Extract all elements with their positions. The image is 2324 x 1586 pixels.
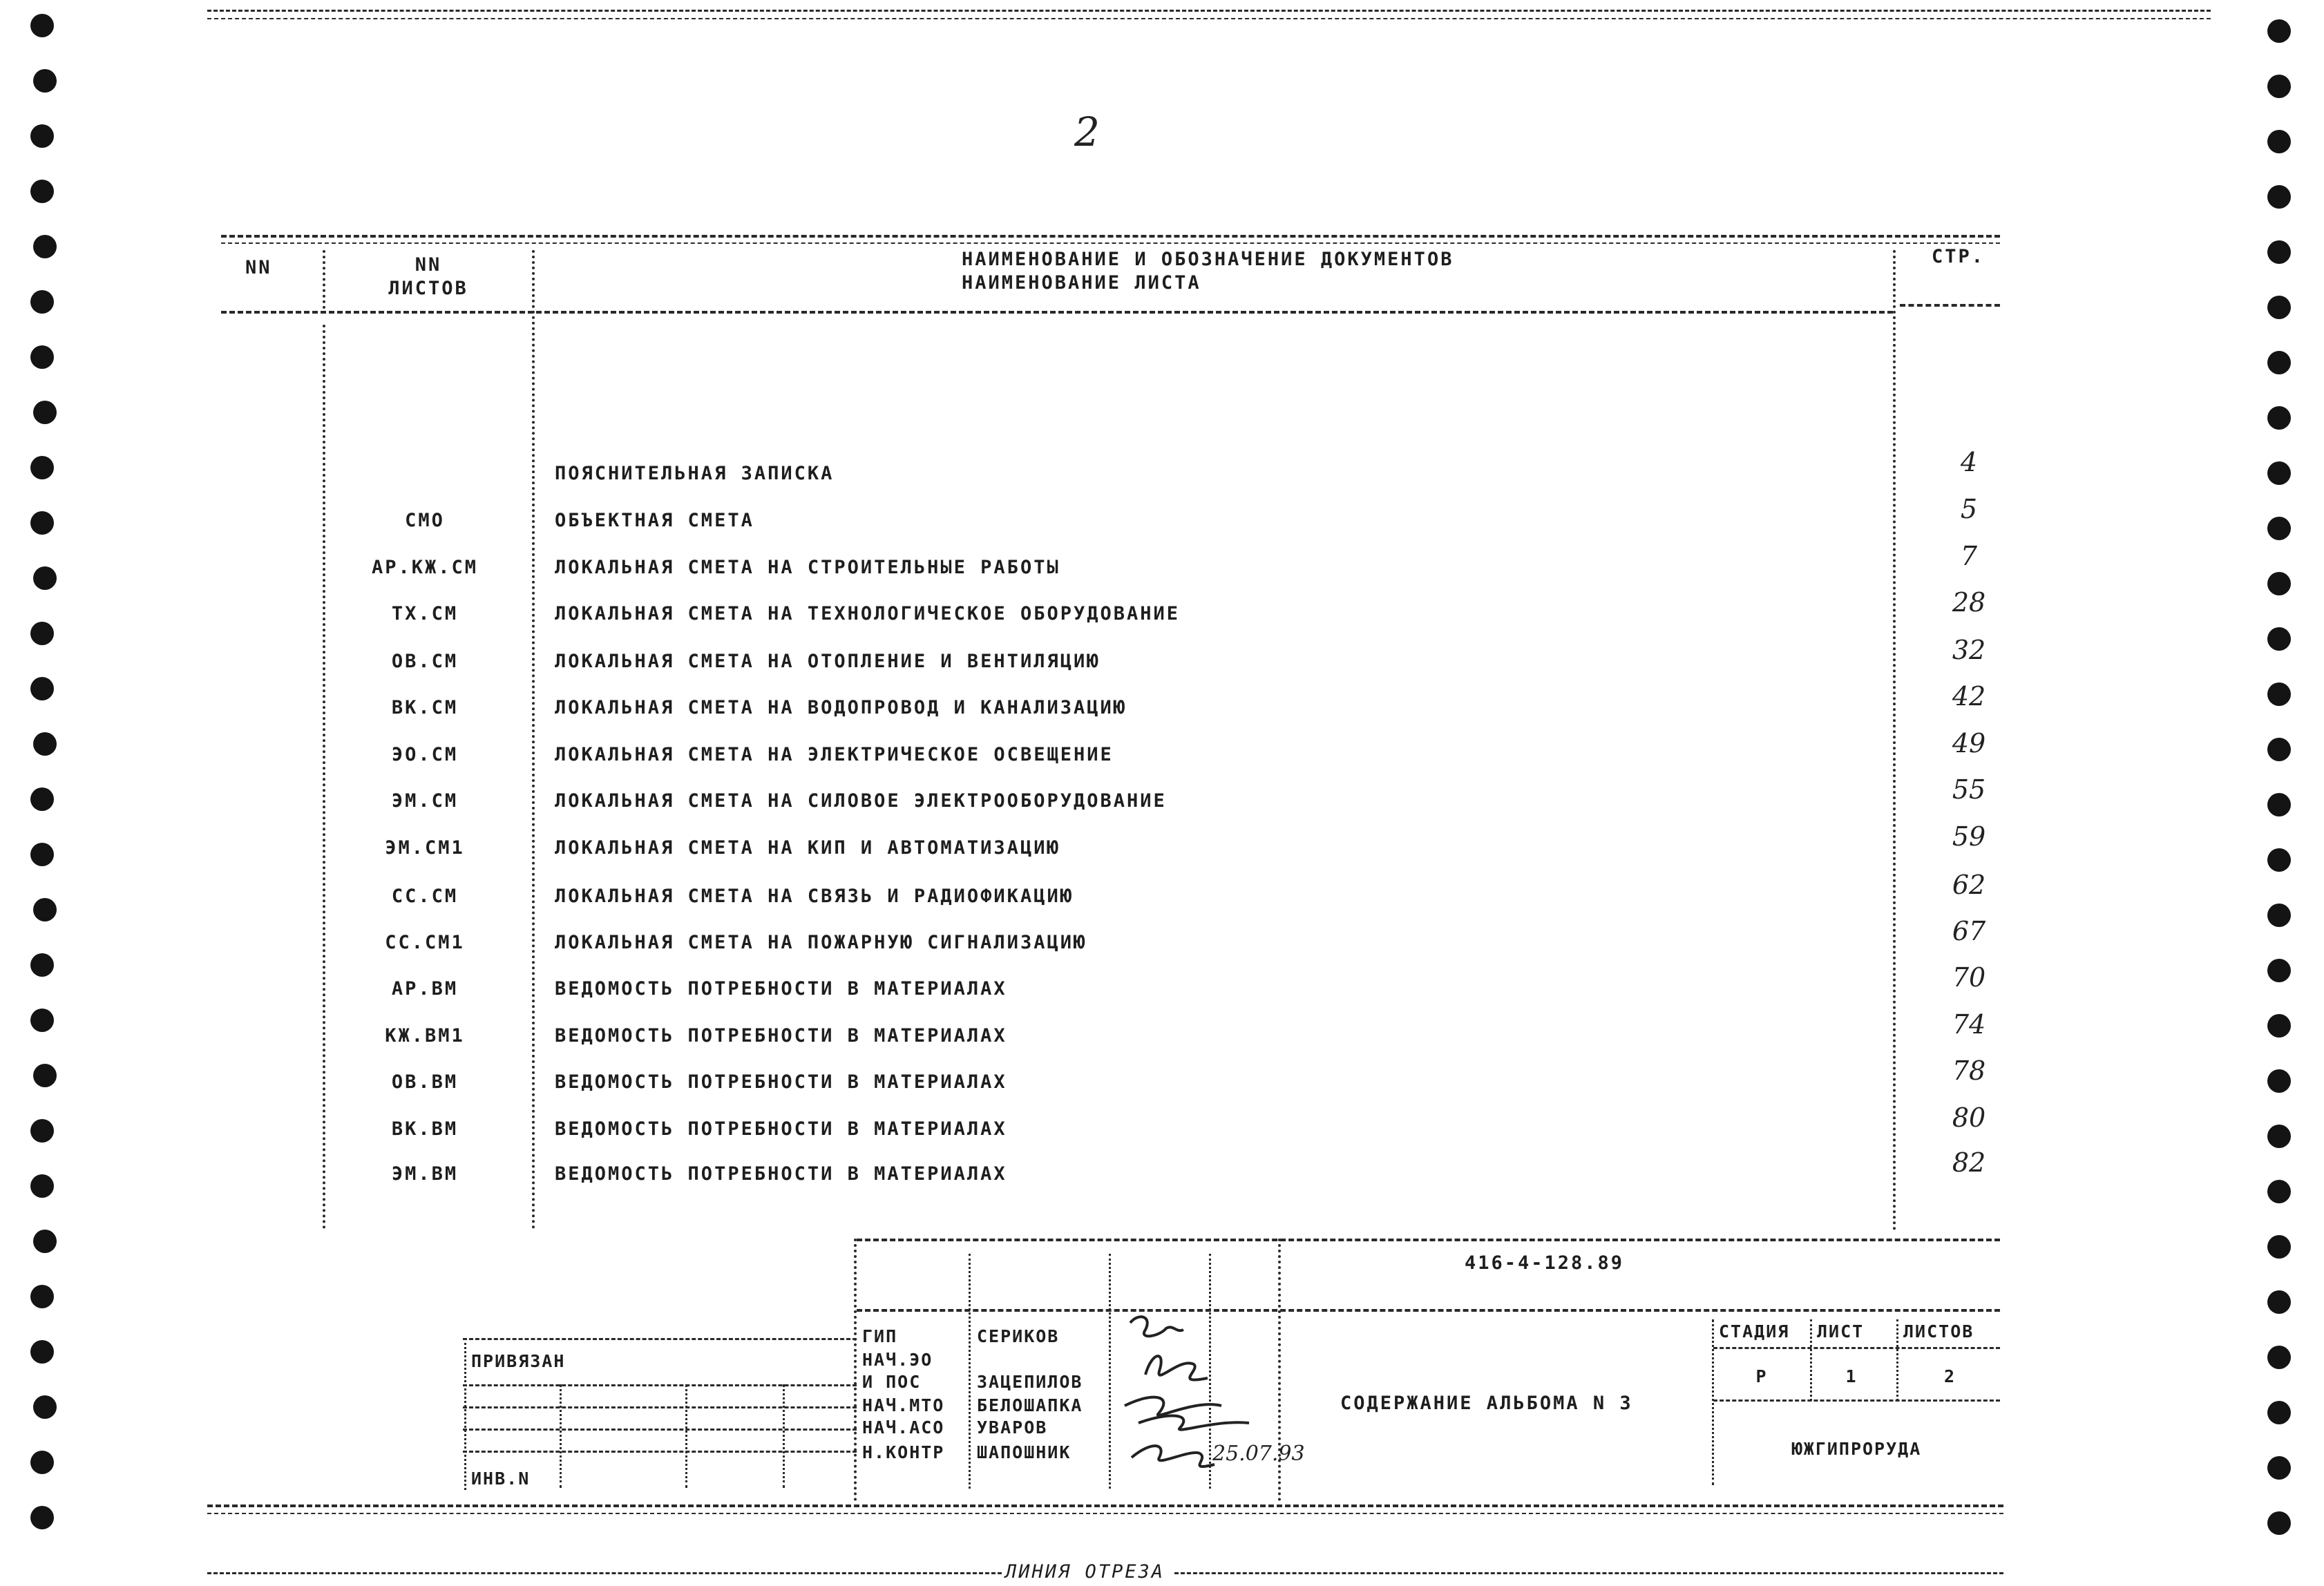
row-title: ЛОКАЛЬНАЯ СМЕТА НА СИЛОВОЕ ЭЛЕКТРООБОРУДОВАНИЕ [555,790,1167,812]
privyazan-col-1 [560,1384,562,1488]
table-row [0,870,2324,915]
table-top-border-2 [221,242,2000,244]
table-row [0,962,2324,1007]
row-page: 5 [1960,494,1978,524]
perforation-hole [2267,19,2291,43]
table-row [0,774,2324,819]
row-code: ОВ.ВМ [391,1071,459,1093]
stage-label: СТАДИЯ [1719,1321,1790,1341]
perforation-hole [30,1340,54,1364]
row-page: 4 [1960,447,1978,477]
row-code: СС.СМ1 [385,932,465,953]
privyazan-col-3 [783,1384,785,1488]
header-doc-names-2: НАИМЕНОВАНИЕ ЛИСТА [962,272,1201,294]
row-page: 62 [1952,870,1986,900]
perforation-hole [2267,351,2291,374]
row-page: 74 [1952,1009,1986,1040]
perforation-hole [30,1451,54,1474]
row-code: ЭМ.СМ [391,790,459,812]
top-edge-line-2 [207,18,2211,19]
col-sep-1-header [323,250,325,309]
privyazan-grid-line-3 [463,1429,857,1431]
cut-line-label: ЛИНИЯ ОТРЕЗА [1005,1561,1165,1583]
perforation-hole [2267,1511,2291,1535]
row-title: ВЕДОМОСТЬ ПОТРЕБНОСТИ В МАТЕРИАЛАХ [555,1071,1007,1093]
page-number: 2 [1074,108,1100,155]
row-page: 55 [1952,774,1986,805]
row-title: ПОЯСНИТЕЛЬНАЯ ЗАПИСКА [555,463,835,484]
row-page: 28 [1952,587,1986,618]
cut-line-left [207,1572,1002,1574]
perforation-hole [2267,406,2291,430]
role-n-kontr: Н.КОНТР [862,1442,945,1462]
perforation-hole [2267,1401,2291,1424]
perforation-hole [33,1395,57,1419]
table-row [0,1102,2324,1147]
top-edge-line [207,10,2211,12]
doc-number: 416-4-128.89 [1465,1252,1625,1274]
row-page: 49 [1952,728,1986,758]
row-page: 82 [1952,1147,1986,1178]
role-nach-mto: НАЧ.МТО [862,1395,945,1415]
row-title: ЛОКАЛЬНАЯ СМЕТА НА СТРОИТЕЛЬНЫЕ РАБОТЫ [555,557,1060,578]
stamp-sep-sheet [1810,1319,1812,1401]
privyazan-col-2 [685,1384,687,1488]
table-row [0,447,2324,492]
privyazan-grid-line-1 [463,1384,857,1386]
row-page: 59 [1952,821,1986,852]
table-row [0,728,2324,773]
table-row [0,494,2324,539]
perforation-hole [2267,185,2291,209]
perforation-hole [33,401,57,424]
privyazan-grid-line-4 [463,1451,857,1453]
perforation-hole [2267,75,2291,98]
table-row [0,541,2324,586]
row-code: ЭО.СМ [391,744,459,765]
perforation-hole [2267,1346,2291,1369]
row-page: 70 [1952,962,1986,993]
header-doc-names-1: НАИМЕНОВАНИЕ И ОБОЗНАЧЕНИЕ ДОКУМЕНТОВ [962,249,1454,270]
stamp-mid-border [857,1309,2000,1312]
sheets-value: 2 [1943,1366,1956,1386]
name-serikov: СЕРИКОВ [977,1326,1060,1346]
table-row [0,916,2324,961]
privyazan-left [464,1338,466,1490]
sheet-label: ЛИСТ [1817,1321,1865,1341]
table-row [0,587,2324,632]
row-title: ЛОКАЛЬНАЯ СМЕТА НА СВЯЗЬ И РАДИОФИКАЦИЮ [555,886,1074,907]
row-title: ЛОКАЛЬНАЯ СМЕТА НА ТЕХНОЛОГИЧЕСКОЕ ОБОРУДОВАНИЕ [555,603,1181,624]
perforation-hole [30,345,54,369]
row-code: СМО [405,510,445,531]
name-beloshapka: БЕЛОШАПКА [977,1395,1083,1415]
header-nn: NN [245,257,272,278]
perforation-hole [2267,296,2291,319]
perforation-hole [30,1285,54,1308]
privyazan-top-line [463,1338,857,1340]
header-bottom-border-page [1900,304,2000,307]
row-page: 42 [1952,681,1986,711]
name-zatsepilov: ЗАЦЕПИЛОВ [977,1372,1083,1392]
row-code: АР.КЖ.СМ [371,557,479,578]
perforation-hole [2267,1456,2291,1480]
role-nach-aso: НАЧ.АСО [862,1417,945,1437]
header-bottom-border [221,311,1893,314]
row-code: ОВ.СМ [391,651,459,672]
perforation-hole [30,290,54,314]
name-shaposhnik: ШАПОШНИК [977,1442,1071,1462]
row-title: ЛОКАЛЬНАЯ СМЕТА НА ОТОПЛЕНИЕ И ВЕНТИЛЯЦИЮ [555,651,1101,672]
stage-header-line [1713,1347,2000,1349]
table-row [0,1055,2324,1100]
table-row [0,821,2324,866]
stamp-sep-names [969,1254,971,1489]
inv-label: ИНВ.N [471,1469,531,1489]
perforation-hole [30,14,54,37]
name-uvarov: УВАРОВ [977,1417,1048,1437]
row-title: ВЕДОМОСТЬ ПОТРЕБНОСТИ В МАТЕРИАЛАХ [555,978,1007,1000]
row-title: ВЕДОМОСТЬ ПОТРЕБНОСТИ В МАТЕРИАЛАХ [555,1025,1007,1047]
privyazan-grid-line-2 [463,1406,857,1408]
table-row [0,635,2324,680]
table-row [0,681,2324,726]
stage-value: Р [1755,1366,1768,1386]
table-row [0,1147,2324,1192]
row-title: ЛОКАЛЬНАЯ СМЕТА НА ПОЖАРНУЮ СИГНАЛИЗАЦИЮ [555,932,1087,953]
sign-date: 25.07.93 [1212,1442,1305,1466]
perforation-hole [2267,240,2291,264]
row-title: ЛОКАЛЬНАЯ СМЕТА НА ВОДОПРОВОД И КАНАЛИЗАЦИЮ [555,697,1127,718]
row-page: 78 [1952,1055,1986,1086]
row-title: ВЕДОМОСТЬ ПОТРЕБНОСТИ В МАТЕРИАЛАХ [555,1118,1007,1140]
perforation-hole [30,180,54,203]
sheets-label: ЛИСТОВ [1903,1321,1974,1341]
row-code: ВК.СМ [391,697,459,718]
perforation-hole [30,124,54,148]
row-code: ВК.ВМ [391,1118,459,1140]
perforation-hole [2267,1290,2291,1314]
table-row [0,1009,2324,1054]
row-title: ЛОКАЛЬНАЯ СМЕТА НА ЭЛЕКТРИЧЕСКОЕ ОСВЕЩЕНИЕ [555,744,1114,765]
row-code: АР.ВМ [391,978,459,1000]
stamp-sep-stage [1712,1319,1714,1485]
table-top-border [221,235,2000,238]
header-nn-sheets-2: ЛИСТОВ [388,278,468,299]
stamp-sep-roles [854,1239,857,1501]
stamp-sep-sheets [1896,1319,1898,1401]
cut-line-right [1174,1572,2003,1574]
stamp-bottom-border [207,1504,2003,1507]
stamp-bottom-border-2 [207,1513,2003,1514]
role-i-pos: И ПОС [862,1372,922,1392]
perforation-hole [33,69,57,93]
perforation-hole [33,235,57,258]
perforation-hole [2267,959,2291,982]
sheet-value: 1 [1845,1366,1858,1386]
row-page: 32 [1952,635,1986,665]
row-title: ЛОКАЛЬНАЯ СМЕТА НА КИП И АВТОМАТИЗАЦИЮ [555,837,1060,859]
row-title: ВЕДОМОСТЬ ПОТРЕБНОСТИ В МАТЕРИАЛАХ [555,1163,1007,1185]
organization: ЮЖГИПРОРУДА [1791,1439,1922,1459]
row-code: СС.СМ [391,886,459,907]
perforation-hole [2267,130,2291,153]
row-page: 7 [1960,541,1978,571]
header-nn-sheets-1: NN [415,254,442,276]
privyazan-label: ПРИВЯЗАН [471,1351,566,1371]
role-gip: ГИП [862,1326,898,1346]
perforation-hole [33,1230,57,1253]
row-code: ЭМ.СМ1 [385,837,465,859]
stamp-top-border [857,1239,2000,1241]
perforation-hole [30,677,54,700]
row-title: ОБЪЕКТНАЯ СМЕТА [555,510,754,531]
perforation-hole [30,1506,54,1529]
header-page: СТР. [1932,246,1985,267]
row-code: КЖ.ВМ1 [385,1025,465,1047]
row-page: 67 [1952,916,1986,946]
perforation-hole [2267,1235,2291,1259]
row-code: ЭМ.ВМ [391,1163,459,1185]
role-nach-eo: НАЧ.ЭО [862,1350,933,1370]
row-page: 80 [1952,1102,1986,1133]
row-code: ТХ.СМ [391,603,459,624]
album-title: СОДЕРЖАНИЕ АЛЬБОМА N 3 [1340,1393,1633,1414]
stage-value-line [1713,1399,2000,1402]
